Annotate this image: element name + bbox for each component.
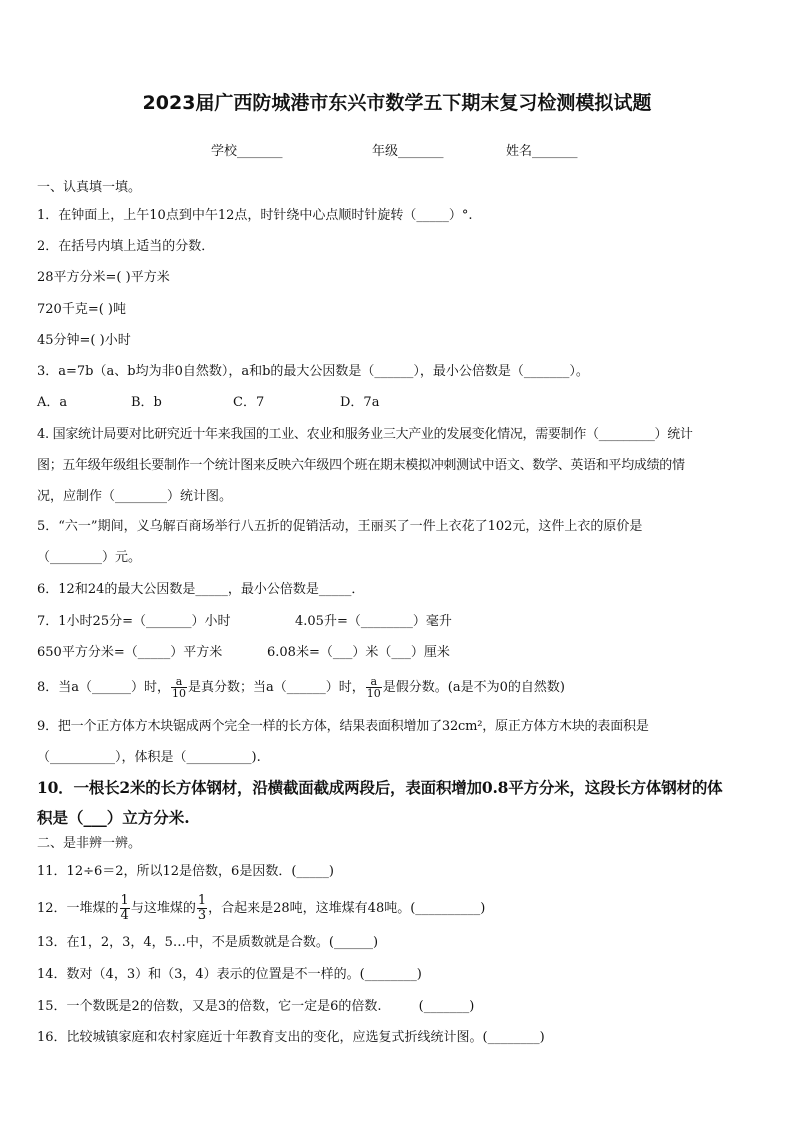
question-3-option-b: B．b <box>131 395 162 410</box>
fraction-numerator: 1 <box>197 893 207 908</box>
question-7-part-d: 6.08米=（___）米（___）厘米 <box>267 645 450 660</box>
question-9-line-2: （__________），体积是（__________). <box>37 750 261 765</box>
question-2: 2．在括号内填上适当的分数． <box>37 239 215 254</box>
question-14: 14．数对（4，3）和（3，4）表示的位置是不一样的。(________) <box>37 967 422 982</box>
fraction-one-quarter <box>120 894 130 923</box>
question-3: 3．a=7b（a、b均为非0自然数），a和b的最大公因数是（______），最小公倍数是（_______）。 <box>37 364 589 379</box>
question-7-part-c: 650平方分米=（_____）平方米 <box>37 645 223 660</box>
question-12 <box>37 894 485 923</box>
question-5-line-1: 5．“六一”期间，义乌解百商场举行八五折的促销活动，王丽买了一件上衣花了102元，这件上衣的原价是 <box>37 519 643 534</box>
fraction-denominator: 10 <box>366 687 381 700</box>
fraction-a-over-10 <box>171 676 187 699</box>
question-4-line-3: 况，应制作（________）统计图。 <box>37 489 233 504</box>
fraction-numerator: a <box>171 676 187 688</box>
question-4-line-1: 4. 国家统计局要对比研究近十年来我国的工业、农业和服务业三大产业的发展变化情况，需要制作（_________）统计 <box>37 427 693 442</box>
page-title: 2023届广西防城港市东兴市数学五下期末复习检测模拟试题 <box>142 92 652 114</box>
question-2-part-a: 28平方分米=( )平方米 <box>37 270 170 285</box>
question-3-option-d: D．7a <box>340 395 380 410</box>
question-8-text-3: 是假分数。(a是不为0的自然数) <box>382 680 565 695</box>
question-13: 13．在1，2，3，4，5…中，不是质数就是合数。(______) <box>37 935 379 950</box>
question-5-line-2: （________）元。 <box>37 550 142 565</box>
name-field[interactable]: 姓名_______ <box>506 144 578 159</box>
fraction-numerator: 1 <box>120 893 129 908</box>
question-12-text-2: 与这堆煤的 <box>130 901 196 916</box>
question-8-text-1: 8．当a（______）时， <box>37 680 171 695</box>
question-7-part-a: 7．1小时25分=（_______）小时 <box>37 614 231 629</box>
question-15: 15．一个数既是2的倍数，又是3的倍数，它一定是6的倍数. (_______) <box>37 999 475 1014</box>
question-16: 16．比较城镇家庭和农村家庭近十年教育支出的变化，应选复式折线统计图。(________) <box>37 1030 545 1045</box>
fraction-denominator: 4 <box>120 908 129 923</box>
fraction-one-third <box>197 894 207 923</box>
question-4-line-2: 图；五年级年级组长要制作一个统计图来反映六年级四个班在期末模拟冲刺测试中语文、数学、英语和平均成绩的情 <box>37 458 685 473</box>
question-8 <box>37 676 565 700</box>
fraction-denominator: 10 <box>172 687 187 700</box>
question-12-text-3: ，合起来是28吨，这堆煤有48吨。(__________) <box>208 901 486 916</box>
fraction-a-over-10-second <box>366 676 382 699</box>
question-3-option-c: C．7 <box>233 395 265 410</box>
school-field[interactable]: 学校_______ <box>211 144 283 159</box>
question-10-line-1: 10．一根长2米的长方体钢材，沿横截面截成两段后，表面积增加0.8平方分米，这段长方体钢材的体 <box>37 778 723 797</box>
fraction-numerator: a <box>366 676 382 688</box>
question-1: 1．在钟面上，上午10点到中午12点，时针绕中心点顺时针旋转（_____）°. <box>37 208 473 223</box>
question-10-line-2: 积是（___）立方分米. <box>37 808 190 827</box>
question-8-text-2: 是真分数；当a（______）时， <box>188 680 365 695</box>
section-heading-fill: 一、认真填一填。 <box>37 180 142 195</box>
question-11: 11．12÷6＝2，所以12是倍数，6是因数．(_____) <box>37 864 334 879</box>
question-9-line-1: 9．把一个正方体方木块锯成两个完全一样的长方体，结果表面积增加了32cm²，原正方体方木块的表面积是 <box>37 719 649 734</box>
grade-field[interactable]: 年级_______ <box>372 144 444 159</box>
question-2-part-c: 45分钟=( )小时 <box>37 333 131 348</box>
question-7-part-b: 4.05升=（________）毫升 <box>295 614 452 629</box>
question-12-text-1: 12．一堆煤的 <box>37 901 119 916</box>
fraction-denominator: 3 <box>197 908 207 923</box>
question-3-option-a: A．a <box>37 395 68 410</box>
question-2-part-b: 720千克=( )吨 <box>37 302 126 317</box>
question-6: 6．12和24的最大公因数是_____，最小公倍数是_____． <box>37 582 365 597</box>
section-heading-true-false: 二、是非辨一辨。 <box>37 836 142 851</box>
